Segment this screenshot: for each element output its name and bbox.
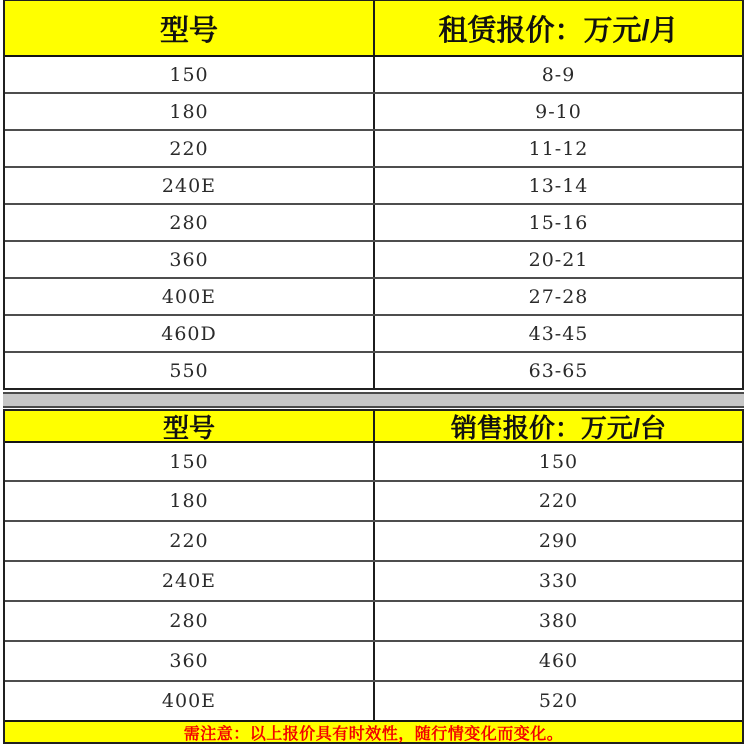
price-cell: 290 <box>538 530 579 552</box>
model-cell: 280 <box>5 602 375 640</box>
table-row <box>5 640 742 680</box>
table-row <box>5 680 742 720</box>
price-cell: 13-14 <box>528 174 589 197</box>
model-cell: 220 <box>5 131 375 166</box>
model-cell: 460D <box>5 316 375 351</box>
price-cell: 9-10 <box>535 100 582 123</box>
table-row <box>5 600 742 640</box>
model-cell: 150 <box>5 443 375 480</box>
price-cell: 43-45 <box>528 322 589 345</box>
sales-table-body <box>5 443 742 720</box>
price-cell: 150 <box>538 450 579 473</box>
separator-bar <box>3 392 744 408</box>
table-row <box>5 277 742 314</box>
price-cell: 380 <box>538 610 579 632</box>
model-cell: 550 <box>5 353 375 388</box>
model-cell: 400E <box>5 682 375 720</box>
rental-table-header <box>5 1 742 57</box>
model-cell: 240E <box>5 562 375 600</box>
rental-table-body <box>5 57 742 388</box>
model-cell: 360 <box>5 242 375 277</box>
sales-table-header <box>5 411 742 443</box>
model-cell: 180 <box>5 94 375 129</box>
price-cell: 15-16 <box>528 211 589 234</box>
table-row <box>5 520 742 560</box>
table-row <box>5 166 742 203</box>
price-cell: 330 <box>538 570 579 592</box>
rental-header-price: 租赁报价：万元/月 <box>438 14 679 47</box>
model-cell: 180 <box>5 482 375 520</box>
price-cell: 63-65 <box>528 359 589 382</box>
table-row <box>5 203 742 240</box>
table-row <box>5 240 742 277</box>
sales-header-price: 销售报价：万元/台 <box>450 412 667 441</box>
price-cell: 20-21 <box>528 248 589 271</box>
table-row <box>5 129 742 166</box>
model-cell: 360 <box>5 642 375 680</box>
model-cell: 240E <box>5 168 375 203</box>
model-cell: 400E <box>5 279 375 314</box>
notice-text: 需注意：以上报价具有时效性，随行情变化而变化。 <box>183 725 564 743</box>
table-row <box>5 443 742 480</box>
table-row <box>5 351 742 388</box>
table-row <box>5 560 742 600</box>
price-cell: 8-9 <box>541 63 576 86</box>
table-row <box>5 57 742 92</box>
price-cell: 520 <box>538 690 579 712</box>
table-row <box>5 92 742 129</box>
rental-header-model: 型号 <box>5 1 375 55</box>
rental-table <box>3 0 744 390</box>
price-cell: 27-28 <box>528 285 589 308</box>
table-row <box>5 480 742 520</box>
notice-bar <box>5 720 742 742</box>
model-cell: 220 <box>5 522 375 560</box>
sales-header-model: 型号 <box>5 411 375 441</box>
model-cell: 280 <box>5 205 375 240</box>
price-cell: 11-12 <box>528 137 589 160</box>
sales-table <box>3 409 744 744</box>
model-cell: 150 <box>5 57 375 92</box>
price-cell: 220 <box>538 490 579 512</box>
table-row <box>5 314 742 351</box>
price-cell: 460 <box>538 650 579 672</box>
